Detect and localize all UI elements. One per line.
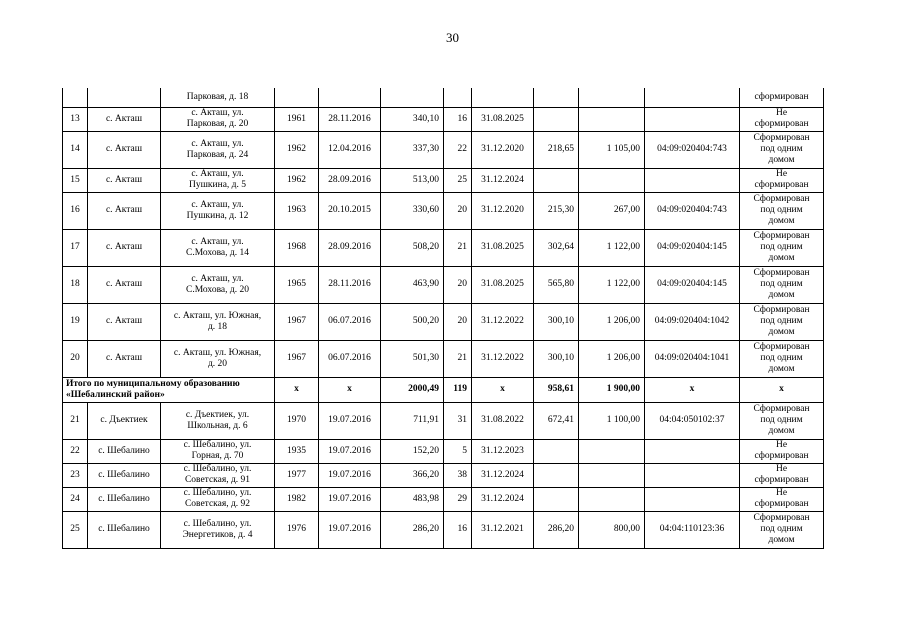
cell-cadastral: 04:04:110123:36 (645, 511, 740, 548)
text-line: домом (768, 535, 795, 545)
table-row (63, 88, 824, 107)
summary-count: 119 (444, 377, 472, 402)
text-line: домом (768, 155, 795, 165)
text-line: домом (768, 253, 795, 263)
text-line: с. Акташ, ул. (191, 273, 244, 284)
cell-number: 20 (63, 340, 88, 377)
text-line: Сформирован (753, 268, 810, 278)
cell-deadline: 31.08.2022 (472, 402, 534, 439)
cell-status (740, 340, 824, 377)
cell-cadastral (645, 439, 740, 463)
cell-date: 06.07.2016 (319, 340, 381, 377)
cell-year: 1967 (275, 303, 319, 340)
cell-area: 340,10 (381, 107, 444, 131)
cell-status (740, 487, 824, 511)
cell-status (740, 266, 824, 303)
cell-land-value (579, 168, 645, 192)
text-line: Не (775, 440, 788, 450)
cell-settlement: с. Акташ (88, 168, 161, 192)
text-line: с. Акташ, ул. (191, 236, 244, 247)
table-row (63, 303, 824, 340)
text-line: Советская, д. 92 (184, 499, 251, 509)
text-line: домом (768, 290, 795, 300)
text-line: сформирован (754, 475, 809, 485)
cell-status: сформирован (740, 88, 824, 107)
cell-date: 28.11.2016 (319, 107, 381, 131)
cell-deadline: 31.12.2024 (472, 168, 534, 192)
summary-year: х (275, 377, 319, 402)
cell-land-value: 1 100,00 (579, 402, 645, 439)
text-line: «Шебалинский район» (66, 389, 165, 400)
text-line: с. Шебалино, ул. (183, 488, 252, 498)
cell-cadastral (645, 463, 740, 487)
text-line: Пушкина, д. 5 (188, 180, 246, 190)
cell-land-area: 215,30 (534, 192, 579, 229)
cell-date: 12.04.2016 (319, 131, 381, 168)
cell-area: 500,20 (381, 303, 444, 340)
cell-count: 29 (444, 487, 472, 511)
text-line: Парковая, д. 20 (186, 119, 249, 129)
cell-land-area: 286,20 (534, 511, 579, 548)
summary-cadastral: х (645, 377, 740, 402)
cell-status (740, 229, 824, 266)
cell-number: 16 (63, 192, 88, 229)
cell-land-value: 1 206,00 (579, 340, 645, 377)
cell-land-value (579, 107, 645, 131)
text-line: Не (775, 169, 788, 179)
cell-land-area (534, 463, 579, 487)
cell-cadastral: 04:09:020404:743 (645, 131, 740, 168)
text-line: под одним (760, 353, 803, 363)
text-line: Сформирован (753, 194, 810, 204)
cell-address (161, 439, 275, 463)
table-row (63, 340, 824, 377)
cell-count: 31 (444, 402, 472, 439)
cell-number: 18 (63, 266, 88, 303)
cell-address (161, 107, 275, 131)
text-line: сформирован (754, 180, 809, 190)
cell-address (161, 463, 275, 487)
cell-year: 1967 (275, 340, 319, 377)
cell-land-area (534, 487, 579, 511)
summary-row (63, 377, 824, 402)
cell-area: 483,98 (381, 487, 444, 511)
text-line: д. 18 (207, 321, 228, 332)
cell-count: 20 (444, 192, 472, 229)
text-line: Энергетиков, д. 4 (182, 529, 253, 540)
text-line: сформирован (754, 451, 809, 461)
cell-address (161, 229, 275, 266)
cell-deadline: 31.12.2023 (472, 439, 534, 463)
text-line: С.Мохова, д. 20 (186, 284, 249, 295)
cell-land-value (579, 463, 645, 487)
summary-label (63, 377, 275, 402)
cell-status (740, 303, 824, 340)
cell-count: 20 (444, 266, 472, 303)
cell-cadastral (645, 487, 740, 511)
text-line: с. Акташ, ул. Южная, (173, 310, 262, 321)
text-line: под одним (760, 524, 803, 534)
cell-address (161, 266, 275, 303)
cell-area: 330,60 (381, 192, 444, 229)
cell-deadline: 31.08.2025 (472, 107, 534, 131)
cell-number: 23 (63, 463, 88, 487)
cell-count: 22 (444, 131, 472, 168)
cell-cadastral: 04:09:020404:1041 (645, 340, 740, 377)
cell-land-value: 1 122,00 (579, 229, 645, 266)
cell-address (161, 303, 275, 340)
summary-land-area: 958,61 (534, 377, 579, 402)
text-line: домом (768, 216, 795, 226)
cell-cadastral (645, 168, 740, 192)
table-row (63, 192, 824, 229)
cell-count: 21 (444, 340, 472, 377)
cell-land-value (579, 439, 645, 463)
summary-status: х (740, 377, 824, 402)
text-line: Не (775, 488, 788, 498)
cell-year: 1965 (275, 266, 319, 303)
cell-status (740, 107, 824, 131)
cell-date: 19.07.2016 (319, 439, 381, 463)
text-line: Школьная, д. 6 (187, 420, 248, 431)
cell-year: 1961 (275, 107, 319, 131)
cell-status (740, 192, 824, 229)
cell-number: 24 (63, 487, 88, 511)
table-row (63, 107, 824, 131)
cell-status (740, 131, 824, 168)
table-row (63, 487, 824, 511)
cell-year: 1982 (275, 487, 319, 511)
cell-settlement: с. Акташ (88, 131, 161, 168)
cell-date: 28.09.2016 (319, 168, 381, 192)
cell-cadastral (645, 107, 740, 131)
cell-deadline: 31.12.2024 (472, 487, 534, 511)
cell-deadline: 31.12.2020 (472, 192, 534, 229)
cell-land-value: 267,00 (579, 192, 645, 229)
cell-number: 19 (63, 303, 88, 340)
cell-address (161, 168, 275, 192)
cell-deadline: 31.12.2022 (472, 303, 534, 340)
summary-area: 2000,49 (381, 377, 444, 402)
table-row (63, 168, 824, 192)
text-line: под одним (760, 316, 803, 326)
text-line: д. 20 (207, 358, 228, 369)
cell-area: 286,20 (381, 511, 444, 548)
cell-land-value: 800,00 (579, 511, 645, 548)
summary-date: х (319, 377, 381, 402)
text-line: с. Шебалино, ул. (183, 464, 252, 474)
cell-land-value: 1 122,00 (579, 266, 645, 303)
text-line: Пушкина, д. 12 (186, 210, 249, 221)
cell-number: 13 (63, 107, 88, 131)
cell-land-area (534, 168, 579, 192)
cell-date: 19.07.2016 (319, 487, 381, 511)
cell-area: 337,30 (381, 131, 444, 168)
cell-settlement: с. Акташ (88, 192, 161, 229)
cell-date: 19.07.2016 (319, 463, 381, 487)
text-line: Сформирован (753, 231, 810, 241)
cell-settlement: с. Акташ (88, 340, 161, 377)
text-line: домом (768, 426, 795, 436)
text-line: С.Мохова, д. 14 (186, 247, 249, 258)
cell-land-area: 300,10 (534, 303, 579, 340)
cell-date: 20.10.2015 (319, 192, 381, 229)
cell-land-value: 1 105,00 (579, 131, 645, 168)
text-line: Горная, д. 70 (191, 451, 244, 461)
cell-year: 1963 (275, 192, 319, 229)
table-row (63, 229, 824, 266)
text-line: сформирован (754, 499, 809, 509)
text-line: Не (775, 108, 788, 118)
text-line: Итого по муниципальному образованию (66, 378, 240, 389)
cell-date: 28.11.2016 (319, 266, 381, 303)
cell-land-area: 565,80 (534, 266, 579, 303)
text-line: с. Акташ, ул. (191, 108, 244, 118)
text-line: Сформирован (753, 133, 810, 143)
cell-area: 711,91 (381, 402, 444, 439)
table-row (63, 402, 824, 439)
text-line: под одним (760, 415, 803, 425)
cell-date: 19.07.2016 (319, 511, 381, 548)
cell-settlement: с. Акташ (88, 266, 161, 303)
cell-date: 06.07.2016 (319, 303, 381, 340)
cell-cadastral: 04:09:020404:1042 (645, 303, 740, 340)
cell-address (161, 402, 275, 439)
cell-cadastral: 04:04:050102:37 (645, 402, 740, 439)
text-line: домом (768, 364, 795, 374)
text-line: под одним (760, 279, 803, 289)
cell-status (740, 168, 824, 192)
cell-count: 25 (444, 168, 472, 192)
cell-land-area (534, 107, 579, 131)
cell-date: 28.09.2016 (319, 229, 381, 266)
cell-number: 25 (63, 511, 88, 548)
text-line: под одним (760, 242, 803, 252)
cell-settlement: с. Дъектиек (88, 402, 161, 439)
cell-address (161, 487, 275, 511)
table-row (63, 463, 824, 487)
cell-settlement: с. Акташ (88, 229, 161, 266)
cell-count: 5 (444, 439, 472, 463)
cell-land-area (534, 439, 579, 463)
text-line: Советская, д. 91 (184, 475, 251, 485)
text-line: Сформирован (753, 342, 810, 352)
cell-deadline: 31.08.2025 (472, 266, 534, 303)
cell-number: 17 (63, 229, 88, 266)
cell-year: 1977 (275, 463, 319, 487)
text-line: Не (775, 464, 788, 474)
cell-area: 513,00 (381, 168, 444, 192)
cell-status (740, 439, 824, 463)
cell-area: 501,30 (381, 340, 444, 377)
cell-land-area: 672,41 (534, 402, 579, 439)
text-line: Сформирован (753, 513, 810, 523)
table-row (63, 131, 824, 168)
cell-settlement: с. Акташ (88, 303, 161, 340)
cell-address (161, 340, 275, 377)
text-line: с. Дъектиек, ул. (185, 409, 250, 420)
cell-cadastral: 04:09:020404:743 (645, 192, 740, 229)
cell-count: 16 (444, 107, 472, 131)
text-line: с. Акташ, ул. Южная, (173, 347, 262, 358)
text-line: под одним (760, 144, 803, 154)
cell-number: 22 (63, 439, 88, 463)
cell-land-area: 302,64 (534, 229, 579, 266)
text-line: Парковая, д. 24 (186, 149, 249, 160)
text-line: под одним (760, 205, 803, 215)
cell-status (740, 463, 824, 487)
summary-deadline: х (472, 377, 534, 402)
cell-deadline: 31.12.2024 (472, 463, 534, 487)
cell-year: 1970 (275, 402, 319, 439)
cell-deadline: 31.12.2021 (472, 511, 534, 548)
text-line: с. Акташ, ул. (191, 199, 244, 210)
text-line: домом (768, 327, 795, 337)
cell-number: 15 (63, 168, 88, 192)
cell-number: 14 (63, 131, 88, 168)
cell-area: 152,20 (381, 439, 444, 463)
summary-land-value: 1 900,00 (579, 377, 645, 402)
table-row (63, 511, 824, 548)
table-row (63, 439, 824, 463)
text-line: Сформирован (753, 404, 810, 414)
cell-count: 21 (444, 229, 472, 266)
cell-year: 1976 (275, 511, 319, 548)
cell-address: Парковая, д. 18 (161, 88, 275, 107)
cell-address (161, 511, 275, 548)
cell-settlement: с. Шебалино (88, 439, 161, 463)
cell-address (161, 131, 275, 168)
cell-status (740, 402, 824, 439)
cell-status (740, 511, 824, 548)
text-line: сформирован (754, 119, 809, 129)
text-line: с. Шебалино, ул. (183, 440, 252, 450)
cell-year: 1968 (275, 229, 319, 266)
cell-settlement: с. Акташ (88, 107, 161, 131)
cell-deadline: 31.12.2020 (472, 131, 534, 168)
cell-settlement: с. Шебалино (88, 487, 161, 511)
cell-number: 21 (63, 402, 88, 439)
cell-count: 20 (444, 303, 472, 340)
cell-cadastral: 04:09:020404:145 (645, 229, 740, 266)
housing-registry-table (62, 88, 824, 549)
cell-year: 1962 (275, 131, 319, 168)
text-line: с. Акташ, ул. (191, 169, 244, 179)
cell-deadline: 31.12.2022 (472, 340, 534, 377)
cell-count: 38 (444, 463, 472, 487)
cell-area: 508,20 (381, 229, 444, 266)
cell-year: 1962 (275, 168, 319, 192)
text-line: Сформирован (753, 305, 810, 315)
cell-year: 1935 (275, 439, 319, 463)
cell-land-area: 218,65 (534, 131, 579, 168)
table-body (63, 88, 824, 548)
cell-land-value (579, 487, 645, 511)
cell-land-area: 300,10 (534, 340, 579, 377)
table-row (63, 266, 824, 303)
page-number: 30 (446, 30, 459, 45)
cell-settlement: с. Шебалино (88, 463, 161, 487)
cell-date: 19.07.2016 (319, 402, 381, 439)
cell-area: 366,20 (381, 463, 444, 487)
cell-deadline: 31.08.2025 (472, 229, 534, 266)
cell-count: 16 (444, 511, 472, 548)
cell-cadastral: 04:09:020404:145 (645, 266, 740, 303)
text-line: с. Шебалино, ул. (183, 518, 252, 529)
cell-address (161, 192, 275, 229)
cell-area: 463,90 (381, 266, 444, 303)
cell-land-value: 1 206,00 (579, 303, 645, 340)
cell-settlement: с. Шебалино (88, 511, 161, 548)
text-line: с. Акташ, ул. (191, 138, 244, 149)
